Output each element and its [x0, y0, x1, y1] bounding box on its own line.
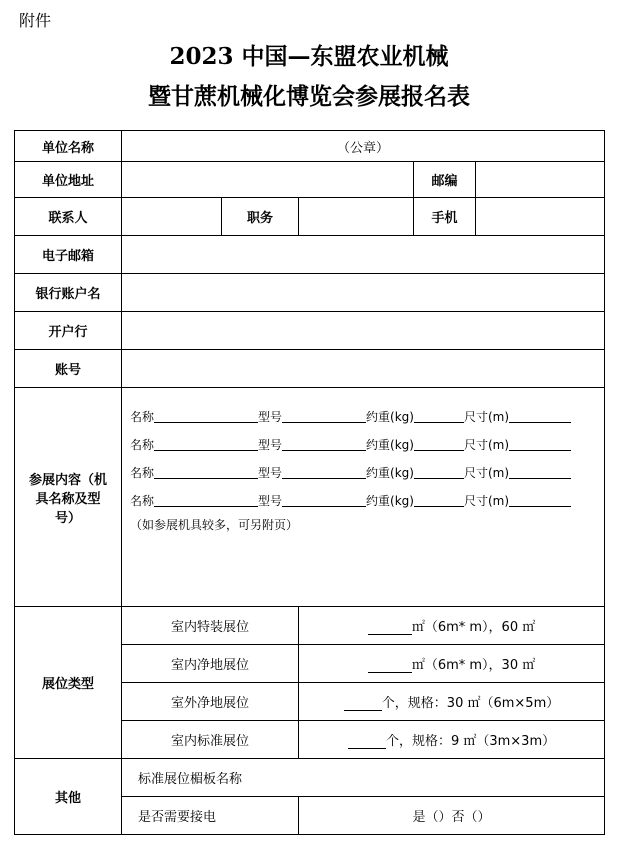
booth-type-label: 展位类型 [15, 607, 122, 759]
address-field[interactable] [122, 162, 414, 198]
exhibit-size-label: 尺寸(m) [463, 409, 510, 424]
registration-form-table [14, 130, 605, 835]
exhibit-size-label: 尺寸(m) [463, 437, 510, 452]
email-field[interactable] [122, 236, 605, 274]
row-address [15, 162, 605, 198]
booth-spec-text: ㎡（6m* m），30 ㎡ [411, 658, 536, 673]
postcode-label: 邮编 [414, 162, 476, 198]
mobile-field[interactable] [476, 198, 605, 236]
booth-type-name: 室外净地展位 [122, 683, 299, 721]
exhibit-line[interactable] [122, 430, 604, 458]
exhibit-weight-label: 约重(kg) [366, 409, 414, 424]
row-email [15, 236, 605, 274]
row-bank-account-name [15, 274, 605, 312]
account-no-field[interactable] [122, 350, 605, 388]
company-name-field[interactable] [122, 131, 605, 162]
exhibit-name-label: 名称 [130, 437, 155, 452]
bank-account-name-field[interactable] [122, 274, 605, 312]
exhibit-model-label: 型号 [258, 493, 283, 508]
row-company-name [15, 131, 605, 162]
booth-type-name: 室内标准展位 [122, 721, 299, 759]
booth-spec-text: 个，规格：30 ㎡（6m×5m） [381, 696, 560, 711]
row-account-no [15, 350, 605, 388]
power-label: 是否需要接电 [122, 797, 299, 835]
exhibit-model-label: 型号 [258, 437, 283, 452]
row-booth-1 [15, 607, 605, 645]
contact-label: 联系人 [15, 198, 122, 236]
contact-field[interactable] [122, 198, 222, 236]
position-label: 职务 [222, 198, 299, 236]
exhibit-model-label: 型号 [258, 465, 283, 480]
bank-label: 开户行 [15, 312, 122, 350]
exhibits-field[interactable] [122, 388, 605, 607]
exhibit-size-label: 尺寸(m) [463, 465, 510, 480]
form-title-line1: 2023 中国—东盟农业机械 [169, 43, 449, 70]
booth-type-name: 室内特装展位 [122, 607, 299, 645]
bank-account-name-label: 银行账户名 [15, 274, 122, 312]
exhibit-weight-label: 约重(kg) [366, 465, 414, 480]
booth-type-spec[interactable] [299, 607, 605, 645]
fascia-name-field[interactable] [122, 759, 605, 797]
booth-type-name: 室内净地展位 [122, 645, 299, 683]
exhibit-line[interactable] [122, 458, 604, 486]
attachment-label: 附件 [19, 11, 52, 30]
row-exhibits [15, 388, 605, 607]
booth-type-spec[interactable] [299, 683, 605, 721]
booth-type-spec[interactable] [299, 645, 605, 683]
exhibit-name-label: 名称 [130, 409, 155, 424]
email-label: 电子邮箱 [15, 236, 122, 274]
account-no-label: 账号 [15, 350, 122, 388]
mobile-label: 手机 [414, 198, 476, 236]
other-label: 其他 [15, 759, 122, 835]
exhibit-model-label: 型号 [258, 409, 283, 424]
booth-spec-text: 个，规格：9 ㎡（3m×3m） [385, 734, 556, 749]
exhibit-line[interactable] [122, 486, 604, 514]
exhibits-note: （如参展机具较多，可另附页） [130, 518, 299, 532]
company-name-label: 单位名称 [15, 131, 122, 162]
position-field[interactable] [299, 198, 414, 236]
row-other-1 [15, 759, 605, 797]
form-title-line2: 暨甘蔗机械化博览会参展报名表 [148, 83, 470, 110]
row-bank [15, 312, 605, 350]
row-contact [15, 198, 605, 236]
seal-hint: （公章） [337, 140, 390, 156]
exhibit-name-label: 名称 [130, 465, 155, 480]
postcode-field[interactable] [476, 162, 605, 198]
power-options[interactable]: 是（）否（） [299, 797, 605, 835]
exhibit-weight-label: 约重(kg) [366, 493, 414, 508]
exhibit-size-label: 尺寸(m) [463, 493, 510, 508]
booth-spec-text: ㎡（6m* m），60 ㎡ [411, 620, 536, 635]
booth-type-spec[interactable] [299, 721, 605, 759]
exhibit-name-label: 名称 [130, 493, 155, 508]
exhibits-label: 参展内容（机具名称及型号） [15, 388, 122, 607]
exhibit-line[interactable] [122, 402, 604, 430]
fascia-name-label: 标准展位楣板名称 [138, 772, 243, 787]
exhibit-weight-label: 约重(kg) [366, 437, 414, 452]
address-label: 单位地址 [15, 162, 122, 198]
bank-field[interactable] [122, 312, 605, 350]
